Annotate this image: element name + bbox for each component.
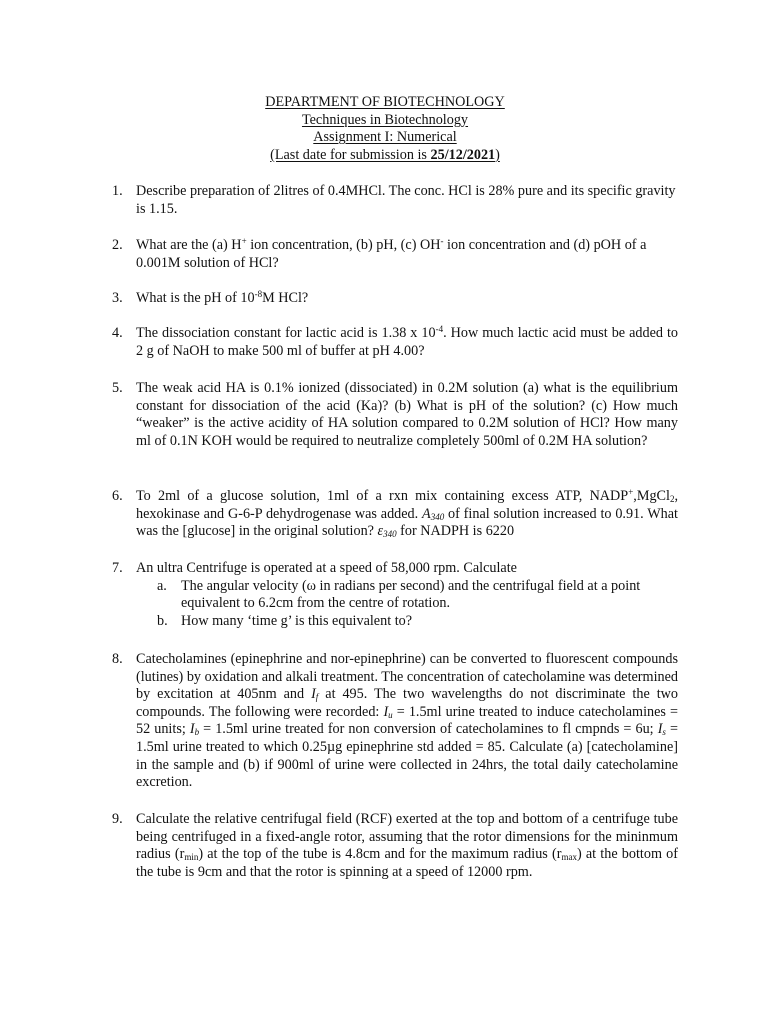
- text-run: . How much lactic acid must be added to 2 g of NaOH to make 500 ml of buffer at pH 4.00?: [136, 325, 678, 359]
- text-run: M HCl?: [262, 290, 309, 306]
- subscript: b: [194, 727, 200, 738]
- superscript: +: [241, 236, 247, 246]
- text-run: Calculate the relative centrifugal field (RCF) exerted at the top and bottom of a centrifuge tube being centrifuged in a fixed-angle rotor, assuming that the rotor dimensions for the mininmum radius (r: [136, 811, 678, 863]
- text-run: Catecholamines (epinephrine and nor-epinephrine) can be converted to fluorescent compounds (lutines) by oxidation and alkali treatment. The concentration of catecholamine was determined by excitation at 405nm and: [136, 651, 678, 703]
- question-number: 2.: [112, 237, 123, 253]
- text-run: = 1.5ml urine treated for non conversion of catecholamines to fl cmpnds = 6u;: [199, 721, 658, 738]
- superscript: -: [440, 236, 444, 246]
- text-run: of final solution increased to 0.91. What was the [glucose] in the original solution?: [136, 505, 678, 540]
- epsilon-symbol: ε: [377, 523, 384, 540]
- department-title: DEPARTMENT OF BIOTECHNOLOGY: [265, 94, 505, 110]
- intensity-symbol: I: [657, 721, 663, 738]
- deadline-suffix: ): [495, 146, 500, 163]
- intensity-symbol: I: [311, 686, 316, 703]
- question-3: [112, 290, 678, 308]
- question-number: 6.: [112, 488, 123, 504]
- text-run: ion concentration, (b) pH, (c) OH: [246, 237, 441, 253]
- sub-question-text: The angular velocity (ω in radians per second) and the centrifugal field at a point equivalent to 6.2cm from the centre of rotation.: [181, 577, 641, 612]
- text-run: ,MgCl: [633, 488, 670, 504]
- question-text: [136, 811, 678, 881]
- text-run: The dissociation constant for lactic acid is 1.38 x 10: [136, 325, 436, 341]
- subscript: u: [388, 709, 393, 720]
- question-intro: An ultra Centrifuge is operated at a speed of 58,000 rpm. Calculate: [136, 560, 517, 576]
- assignment-title: Assignment I: Numerical: [313, 129, 457, 146]
- text-run: What is the pH of 10: [136, 290, 255, 306]
- subscript: s: [662, 727, 666, 738]
- text-run: for NADPH is 6220: [396, 523, 515, 540]
- text-run: To 2ml of a glucose solution, 1ml of a rxn mix containing excess ATP, NADP: [136, 488, 629, 504]
- question-8: [112, 651, 678, 792]
- question-number: 3.: [112, 290, 123, 306]
- question-5: [112, 380, 678, 450]
- question-text: [136, 651, 678, 792]
- question-number: 9.: [112, 811, 123, 827]
- question-text: [136, 290, 678, 308]
- submission-deadline: [0, 147, 768, 165]
- question-text: [136, 325, 678, 360]
- question-7: [112, 560, 678, 630]
- question-9: [112, 811, 678, 881]
- text-run: = 1.5ml urine treated to induce catecholamines = 52 units;: [136, 703, 679, 738]
- deadline-date: 25/12/2021: [430, 146, 496, 163]
- question-text: [136, 237, 678, 272]
- sub-question-b: [136, 613, 678, 631]
- text-run: at 495. The two wavelengths do not discriminate the two compounds. The following were recorded:: [136, 686, 679, 720]
- question-2: [112, 237, 678, 272]
- superscript: +: [628, 487, 634, 497]
- deadline-prefix: (Last date for submission is: [270, 146, 431, 163]
- superscript: -4: [435, 324, 444, 334]
- question-text: [136, 560, 678, 630]
- subscript: f: [315, 692, 319, 703]
- sub-question-a: [136, 578, 678, 613]
- text-run: ) at the bottom of the tube is 9cm and that the rotor is spinning at a speed of 12000 rpm.: [136, 846, 679, 880]
- sub-question-text: How many ‘time g’ is this equivalent to?: [181, 612, 413, 629]
- sub-question-label: a.: [157, 577, 167, 594]
- question-number: 8.: [112, 651, 123, 667]
- text-run: What are the (a) H: [136, 237, 242, 253]
- question-6: [112, 488, 678, 541]
- question-number: 5.: [112, 380, 123, 396]
- text-run: ion concentration and (d) pOH of a 0.001M solution of HCl?: [136, 237, 647, 271]
- sub-question-label: b.: [157, 612, 168, 629]
- course-title: Techniques in Biotechnology: [301, 111, 469, 128]
- absorbance-symbol: A: [422, 505, 431, 522]
- question-4: [112, 325, 678, 360]
- question-text: The weak acid HA is 0.1% ionized (dissociated) in 0.2M solution (a) what is the equilibrium constant for dissociation of the acid (Ka)? (b) What is pH of the solution? (c) How much “weaker” is the active acidity of HA solution compared to 0.2M solution of HCl? How many ml of 0.1N KOH would be required to neutralize completely 500ml of 0.2M HA solution?: [136, 380, 678, 449]
- subscript: min: [184, 852, 199, 863]
- question-number: 7.: [112, 560, 123, 576]
- text-run: = 1.5ml urine treated to which 0.25µg epinephrine std added = 85. Calculate (a) [catecholamine] in the sample and (b) if 900ml of urine were collected in 24hrs, the total daily catecholamine excretion.: [136, 721, 678, 791]
- text-run: ) at the top of the tube is 4.8cm and for the maximum radius (r: [198, 846, 562, 863]
- intensity-symbol: I: [383, 703, 389, 720]
- subscript: max: [561, 852, 577, 863]
- question-number: 1.: [112, 183, 123, 199]
- document-header: [0, 94, 768, 164]
- question-text: Describe preparation of 2litres of 0.4MHCl. The conc. HCl is 28% pure and its specific gravity is 1.15.: [136, 183, 676, 217]
- intensity-symbol: I: [189, 721, 195, 738]
- superscript: -8: [254, 289, 263, 299]
- question-number: 4.: [112, 325, 123, 341]
- subscript: 340: [383, 529, 397, 540]
- subscript: 340: [430, 511, 445, 522]
- question-text: [136, 488, 678, 541]
- subscript: 2: [669, 494, 675, 504]
- question-1: [112, 183, 678, 218]
- text-run: , hexokinase and G-6-P dehydrogenase was added.: [136, 488, 678, 522]
